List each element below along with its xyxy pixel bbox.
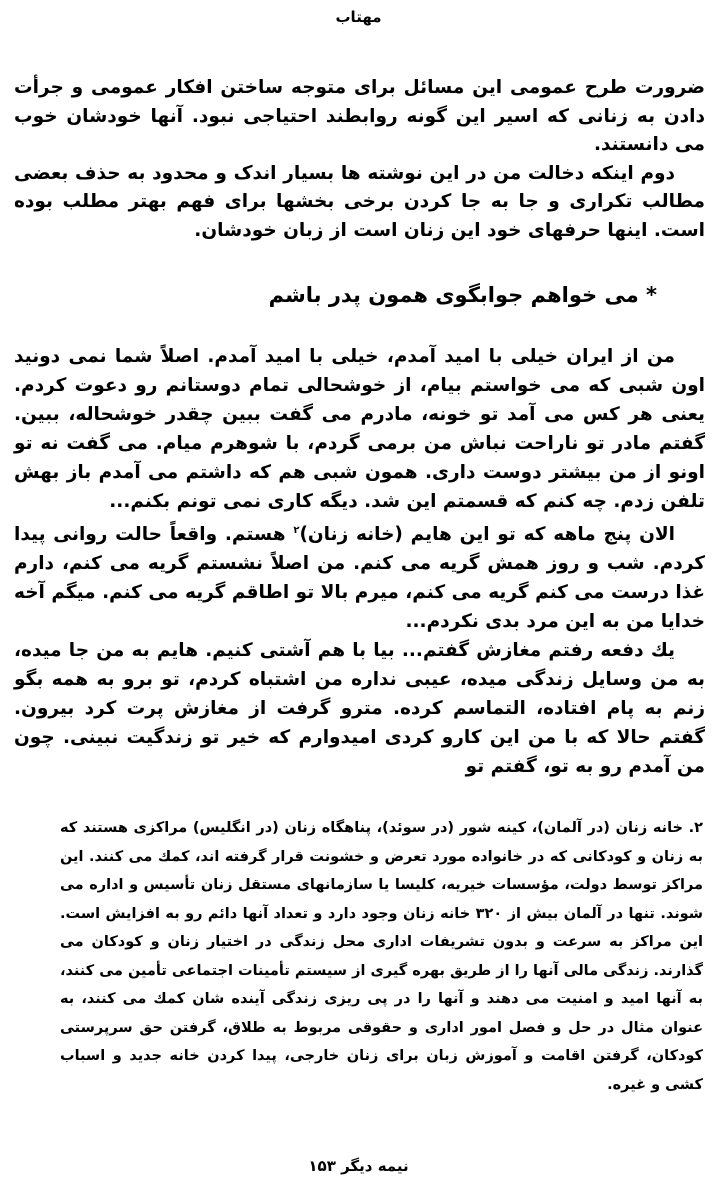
section-heading: * می خواهم جوابگوی همون پدر باشم xyxy=(268,283,657,307)
running-header: مهتاب xyxy=(335,8,382,26)
intro-paragraph: ضرورت طرح عمومی این مسائل برای متوجه ساختن افکار عمومی و جرأت دادن به زنانی که اسیر این گونه روابطند احتیاجی نبود. آنها خودشان خوب می دانستند. xyxy=(14,77,705,155)
footnote xyxy=(60,814,703,1099)
footnote-text: ۲. خانه زنان (در آلمان)، کینه شور (در سوئد)، پناهگاه زنان (در انگلیس) مراکزی هستند که به زنان و کودکانی که در خانواده مورد تعرض و خشونت قرار گرفته اند، کمك می کنند. این مراکز توسط دولت، مؤسسات خیریه، کلیسا یا سازمانهای مستقل زنان تأسیس و اداره می شوند. تنها در آلمان بیش از ۳۲۰ خانه زنان وجود دارد و تعداد آنها دائم رو به افزایش است. این مراکز به سرعت و بدون تشریفات اداری محل زندگی در اختیار زنان و کودکان می گذارند. زندگی مالی آنها را از طریق بهره گیری از سیستم تأمینات اجتماعی تأمین می کنند، به آنها امید و امنیت می دهند و آنها را در پی ریزی زندگی آینده شان کمك می کنند، به عنوان مثال در حل و فصل امور اداری و حقوقی مربوط به طلاق، گرفتن حق سرپرستی کودکان، گرفتن اقامت و آموزش زبان برای زنان خارجی، پیدا کردن خانه جدید و اسباب کشی و غیره. xyxy=(60,820,703,1093)
story-text xyxy=(14,342,705,781)
story-paragraph xyxy=(14,516,705,636)
intro-text xyxy=(14,74,705,245)
footnote-marker: ۲ xyxy=(293,525,300,536)
story-paragraph: یك دفعه رفتم مغازش گفتم... بیا با هم آشتی کنیم. هایم به من جا میده، به من وسایل زندگی میده، عیبی نداره من اشتباه کردم، تو برو به همه بگو زنم به پام افتاده، التماسم کرده. مترو گرفت از مغازش پرت کرد بیرون. گفتم حالا که با من این کارو کردی امیدوارم که خیر تو زندگیت نبینی. چون من آمدم رو به تو، گفتم تو xyxy=(14,640,705,778)
story-paragraph-start: الان پنج ماهه که تو این هایم (خانه زنان) xyxy=(299,524,675,546)
story-paragraph-rest: هستم. واقعاً حالت روانی پیدا کردم. شب و روز همش گریه می کنم. من اصلاً نشستم گریه می کنم، دارم غذا درست می کنم گریه می کنم، میرم بالا تو اطاقم گریه می کنم. میگم آخه خدایا من به این مرد بدی نکردم... xyxy=(14,524,705,633)
page-footer: نیمه دیگر ۱۵۳ xyxy=(308,1157,409,1175)
intro-paragraph: دوم اینکه دخالت من در این نوشته ها بسیار اندک و محدود به حذف بعضی مطالب تکراری و جا به جا کردن برخی بخشها برای فهم بهتر مطلب بوده است. اینها حرفهای خود این زنان است از زبان خودشان. xyxy=(14,162,705,241)
story-paragraph: من از ایران خیلی با امید آمدم، خیلی با امید آمدم. اصلاً شما نمی دونید اون شبی که می خواستم بیام، از خوشحالی تمام دوستانم رو دعوت کردم. یعنی هر کس می آمد تو خونه، مادرم می گفت ببین چقدر خوشحاله، ببین. گفتم مادر تو ناراحت نباش من برمی گردم، با شوهرم میام. می گفت نه تو اونو از من بیشتر دوست داری. همون شبی هم که داشتم می آمدم باز بهش تلفن زدم. چه کنم که قسمتم این شد. دیگه کاری نمی تونم بکنم... xyxy=(14,346,705,512)
